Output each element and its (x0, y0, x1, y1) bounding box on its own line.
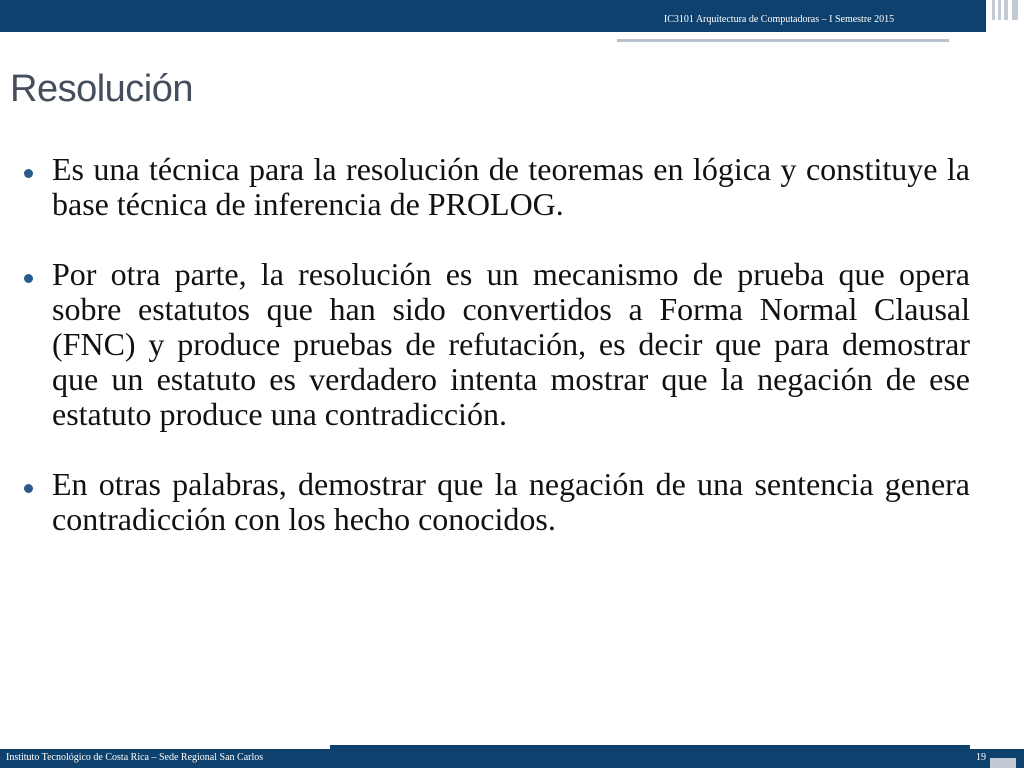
bullet-text: En otras palabras, demostrar que la negación de una sentencia genera contradicción con los hecho conocidos. (52, 466, 970, 537)
decorative-bar (1012, 0, 1018, 20)
decorative-bar (992, 0, 995, 20)
decorative-bar (998, 0, 1001, 20)
header-rule (617, 39, 949, 42)
corner-decoration (990, 758, 1016, 768)
bullet-list (22, 152, 970, 537)
bullet-item (22, 257, 970, 432)
bullet-item (22, 152, 970, 222)
bullet-dot-icon (24, 484, 33, 493)
bullet-dot-icon (24, 169, 33, 178)
course-header: IC3101 Arquitectura de Computadoras – I Semestre 2015 (663, 14, 895, 25)
bullet-text: Por otra parte, la resolución es un mecanismo de prueba que opera sobre estatutos que han sido convertidos a Forma Normal Clausal (FNC) y produce pruebas de refutación, es decir que para demostrar que un estatuto es verdadero intenta mostrar que la negación de ese estatuto produce una contradicción. (52, 256, 970, 432)
bullet-dot-icon (24, 274, 33, 283)
decorative-bar (1004, 0, 1008, 20)
bullet-item (22, 467, 970, 537)
slide-title: Resolución (10, 68, 193, 110)
page-number: 19 (976, 752, 986, 763)
footer-institution: Instituto Tecnológico de Costa Rica – Sede Regional San Carlos (6, 752, 264, 763)
bullet-text: Es una técnica para la resolución de teoremas en lógica y constituye la base técnica de inferencia de PROLOG. (52, 151, 970, 222)
